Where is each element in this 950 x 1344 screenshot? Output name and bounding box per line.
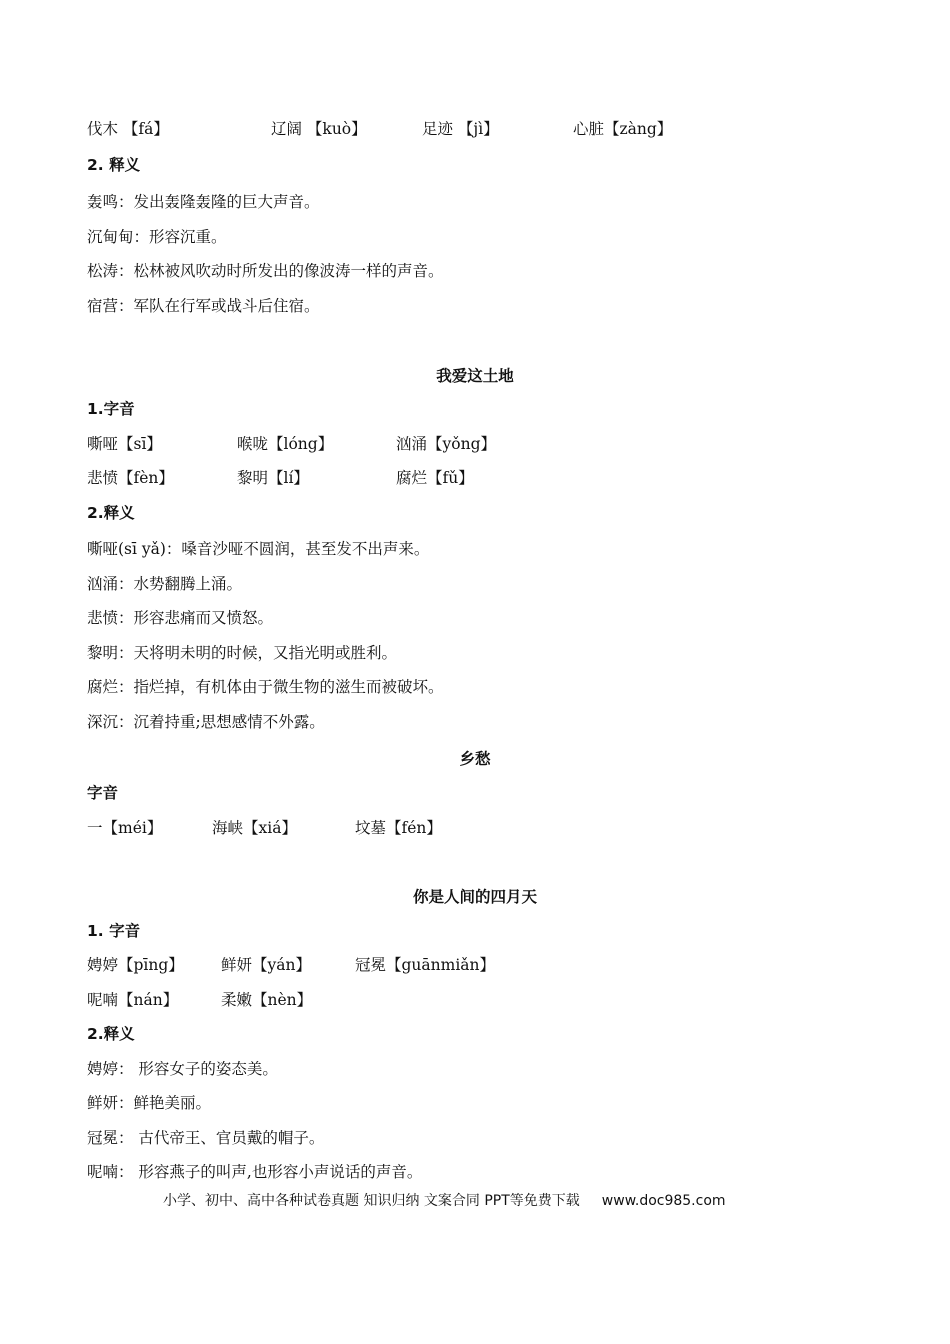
pronunciation-item: 坟墓【fén】 bbox=[355, 819, 442, 837]
section-heading: 2. 释义 bbox=[87, 156, 141, 174]
definition-line: 嘶哑(sī yǎ)：嗓音沙哑不圆润，甚至发不出声来。 bbox=[87, 540, 430, 558]
footer-text: 小学、初中、高中各种试卷真题 知识归纳 文案合同 PPT等免费下载 bbox=[163, 1193, 580, 1209]
pronunciation-item: 一【méi】 bbox=[87, 819, 163, 837]
definition-line: 汹涌：水势翻腾上涌。 bbox=[87, 575, 243, 593]
pronunciation-item: 鲜妍【yán】 bbox=[221, 956, 311, 974]
pronunciation-item: 柔嫩【nèn】 bbox=[221, 991, 313, 1009]
section-heading: 字音 bbox=[87, 784, 119, 802]
definition-line: 娉婷： 形容女子的姿态美。 bbox=[87, 1060, 278, 1078]
definition-line: 腐烂：指烂掉，有机体由于微生物的滋生而被破坏。 bbox=[87, 678, 444, 696]
pronunciation-item: 海峡【xiá】 bbox=[212, 819, 297, 837]
pronunciation-item: 喉咙【lóng】 bbox=[237, 435, 334, 453]
page-footer bbox=[163, 1191, 726, 1211]
pronunciation-item: 冠冕【guānmiǎn】 bbox=[355, 956, 496, 974]
pronunciation-item: 悲愤【fèn】 bbox=[87, 469, 174, 487]
pronunciation-item: 嘶哑【sī】 bbox=[87, 435, 162, 453]
definition-line: 宿营：军队在行军或战斗后住宿。 bbox=[87, 297, 320, 315]
pronunciation-item: 心脏【zàng】 bbox=[573, 120, 673, 138]
lesson-title: 你是人间的四月天 bbox=[412, 888, 537, 906]
definition-line: 冠冕： 古代帝王、官员戴的帽子。 bbox=[87, 1129, 325, 1147]
definition-line: 悲愤：形容悲痛而又愤怒。 bbox=[87, 609, 274, 627]
definition-line: 黎明：天将明未明的时候，又指光明或胜利。 bbox=[87, 644, 398, 662]
pronunciation-item: 黎明【lí】 bbox=[237, 469, 309, 487]
pronunciation-item: 娉婷【pīng】 bbox=[87, 956, 184, 974]
section-heading: 2.释义 bbox=[87, 504, 135, 522]
pronunciation-item: 辽阔 【kuò】 bbox=[271, 120, 367, 138]
definition-line: 沉甸甸：形容沉重。 bbox=[87, 228, 227, 246]
pronunciation-item: 汹涌【yǒng】 bbox=[396, 435, 496, 453]
pronunciation-item: 足迹 【jì】 bbox=[422, 120, 499, 138]
definition-line: 深沉：沉着持重;思想感情不外露。 bbox=[87, 713, 325, 731]
lesson-title: 我爱这土地 bbox=[436, 367, 514, 385]
definition-line: 鲜妍：鲜艳美丽。 bbox=[87, 1094, 212, 1112]
section-heading: 2.释义 bbox=[87, 1025, 135, 1043]
pronunciation-item: 呢喃【nán】 bbox=[87, 991, 179, 1009]
pronunciation-item: 腐烂【fǔ】 bbox=[396, 469, 474, 487]
section-heading: 1.字音 bbox=[87, 400, 135, 418]
lesson-title: 乡愁 bbox=[459, 750, 491, 768]
footer-url[interactable]: www.doc985.com bbox=[601, 1193, 726, 1209]
pronunciation-item: 伐木 【fá】 bbox=[87, 120, 169, 138]
definition-line: 呢喃： 形容燕子的叫声,也形容小声说话的声音。 bbox=[87, 1163, 423, 1181]
definition-line: 松涛：松林被风吹动时所发出的像波涛一样的声音。 bbox=[87, 262, 444, 280]
definition-line: 轰鸣：发出轰隆轰隆的巨大声音。 bbox=[87, 193, 320, 211]
section-heading: 1. 字音 bbox=[87, 922, 141, 940]
